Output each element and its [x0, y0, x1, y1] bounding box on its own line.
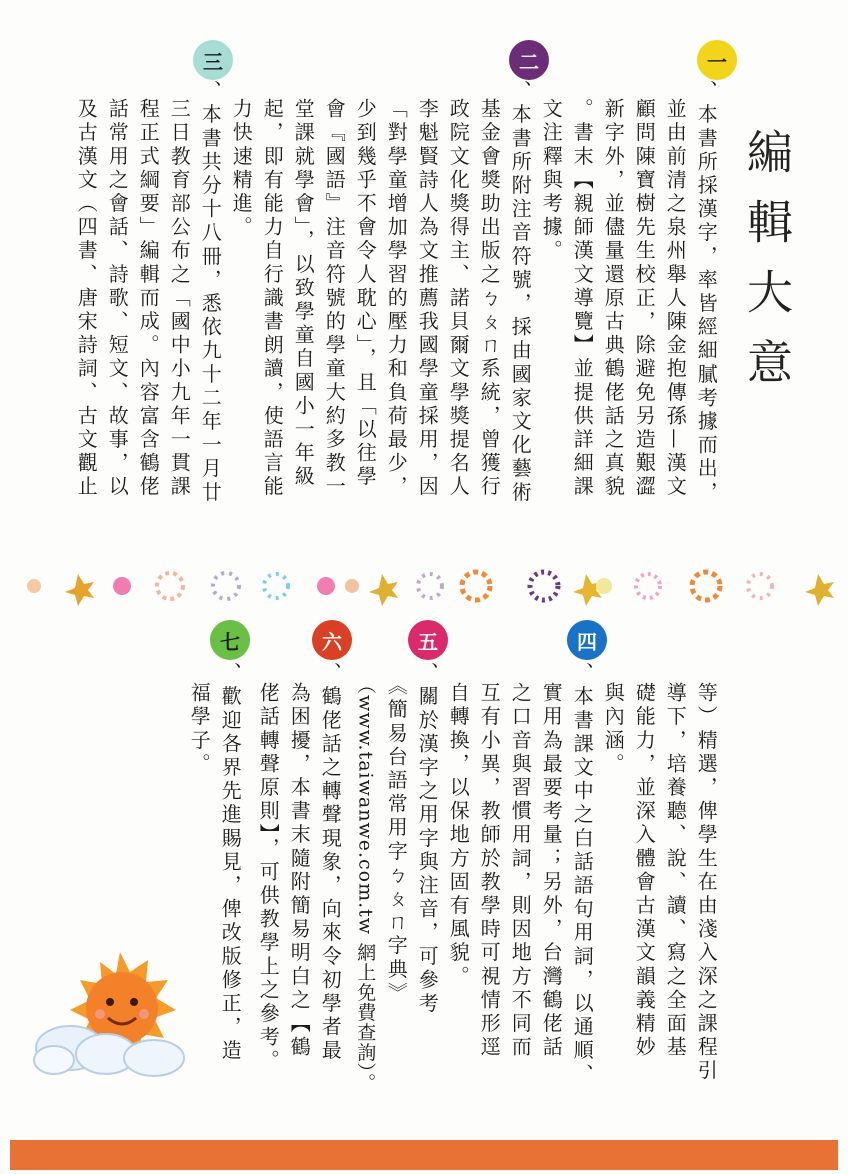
footer-bar	[10, 1140, 838, 1170]
text-column: 互有小異，教師於教學時可視情形逕	[477, 682, 502, 1060]
text-column: 會『國語』注音符號的學童大約多教一	[322, 98, 347, 500]
text-column: 導下，培養聽、說、讀、寫之全面基	[663, 682, 688, 1060]
text-column: 程正式綱要」編輯而成。內容富含鶴佬	[136, 98, 161, 500]
text-column: 等）精選，俾學生在由淺入深之課程引	[694, 682, 719, 1084]
section-badge-6: 六	[312, 620, 352, 660]
text-column: 及古漢文（四書、唐宋詩詞、古文觀止	[74, 98, 99, 500]
flower-icon	[748, 574, 772, 598]
text-column: 《簡易台語常用字ㄅㄆㄇ字典》	[384, 675, 409, 1006]
text-column: 、鶴佬話之轉聲現象，向來令初學者最	[318, 662, 343, 1064]
text-column: 「對學童增加學習的壓力和負荷最少，	[384, 98, 409, 500]
flower-divider	[0, 556, 848, 616]
text-column: 礎能力，並深入體會古漢文韻義精妙	[632, 682, 657, 1060]
section-badge-5: 五	[408, 620, 448, 660]
text-column: （www.taiwanwe.com.tw 網上免費查詢）。	[354, 675, 377, 1093]
flower-icon	[462, 572, 490, 600]
flower-icon	[264, 574, 288, 598]
flower-icon	[418, 574, 442, 598]
text-column: 為困擾，本書末隨附簡易明白之【鶴	[287, 682, 312, 1060]
text-column: 基金會獎助出版之ㄅㄆㄇ系統，曾獲行	[477, 98, 502, 500]
text-column: 福學子。	[187, 682, 212, 777]
flower-icon	[692, 572, 720, 600]
flower-icon	[636, 574, 660, 598]
text-column: 、關於漢字之用字與注音，可參考	[415, 662, 440, 1016]
text-column: 、本書所採漢字，率皆經細膩考據而出，	[694, 80, 719, 505]
dot-icon	[113, 577, 131, 595]
text-column: 文注釋與考據。	[539, 98, 564, 264]
text-column: 、本書所附注音符號，採由國家文化藝術	[508, 80, 533, 505]
flower-icon	[157, 573, 183, 599]
text-column: 顧問陳寶樹先生校正，除避免另造艱澀	[632, 98, 657, 500]
section-badge-4: 四	[567, 620, 607, 660]
section-badge-2: 二	[509, 40, 549, 80]
text-column: 與內涵。	[601, 682, 626, 777]
text-column: 新字外，並儘量還原古典鶴佬話之真貌	[601, 98, 626, 500]
section-badge-1: 一	[697, 40, 737, 80]
text-column: 實用為最要考量；另外，台灣鶴佬話	[539, 682, 564, 1060]
sun-cloud-illustration	[30, 950, 190, 1080]
section-badge-3: 三	[193, 40, 233, 80]
flower-icon	[213, 573, 239, 599]
text-column: 起，即有能力自行識書朗讀，使語言能	[260, 98, 285, 500]
text-column: 佬話轉聲原則】，可供教學上之參考。	[256, 682, 281, 1074]
dot-icon	[317, 577, 335, 595]
text-column: 力快速精進。	[229, 98, 254, 240]
text-column: 、歡迎各界先進賜見，俾改版修正，造	[218, 662, 243, 1064]
text-column: 政院文化獎得主、諾貝爾文學獎提名人	[446, 98, 471, 500]
text-column: 並由前清之泉州舉人陳金抱傳孫—漢文	[663, 98, 688, 500]
text-column: 李魁賢詩人為文推薦我國學童採用，因	[415, 98, 440, 500]
page-title: 編輯大意	[740, 128, 794, 408]
dot-icon	[27, 579, 41, 593]
text-column: 少到幾乎不會令人耽心」，且「以往學	[353, 98, 378, 490]
text-column: 、本書課文中之白話語句用詞，以通順、	[570, 662, 595, 1087]
section-badge-7: 七	[210, 620, 250, 660]
flower-icon	[345, 579, 359, 593]
text-column: 話常用之會話、詩歌、短文、故事，以	[105, 98, 130, 500]
text-column: 堂課就學會」，以致學童自國小一年級	[291, 98, 316, 490]
leaf-icon	[805, 574, 834, 606]
leaf-icon	[369, 574, 398, 606]
leaf-icon	[65, 574, 94, 606]
text-column: 自轉換，以保地方固有風貌。	[446, 682, 471, 989]
text-column: 。書末【親師漢文導覽】並提供詳細課	[570, 98, 595, 500]
flower-icon	[530, 572, 558, 600]
dot-icon	[596, 578, 612, 594]
text-column: 、本書共分十八冊，悉依九十二年一月廿	[198, 80, 223, 505]
text-column: 之口音與習慣用詞，則因地方不同而	[508, 682, 533, 1060]
text-column: 三日教育部公布之「國中小九年一貫課	[167, 98, 192, 500]
